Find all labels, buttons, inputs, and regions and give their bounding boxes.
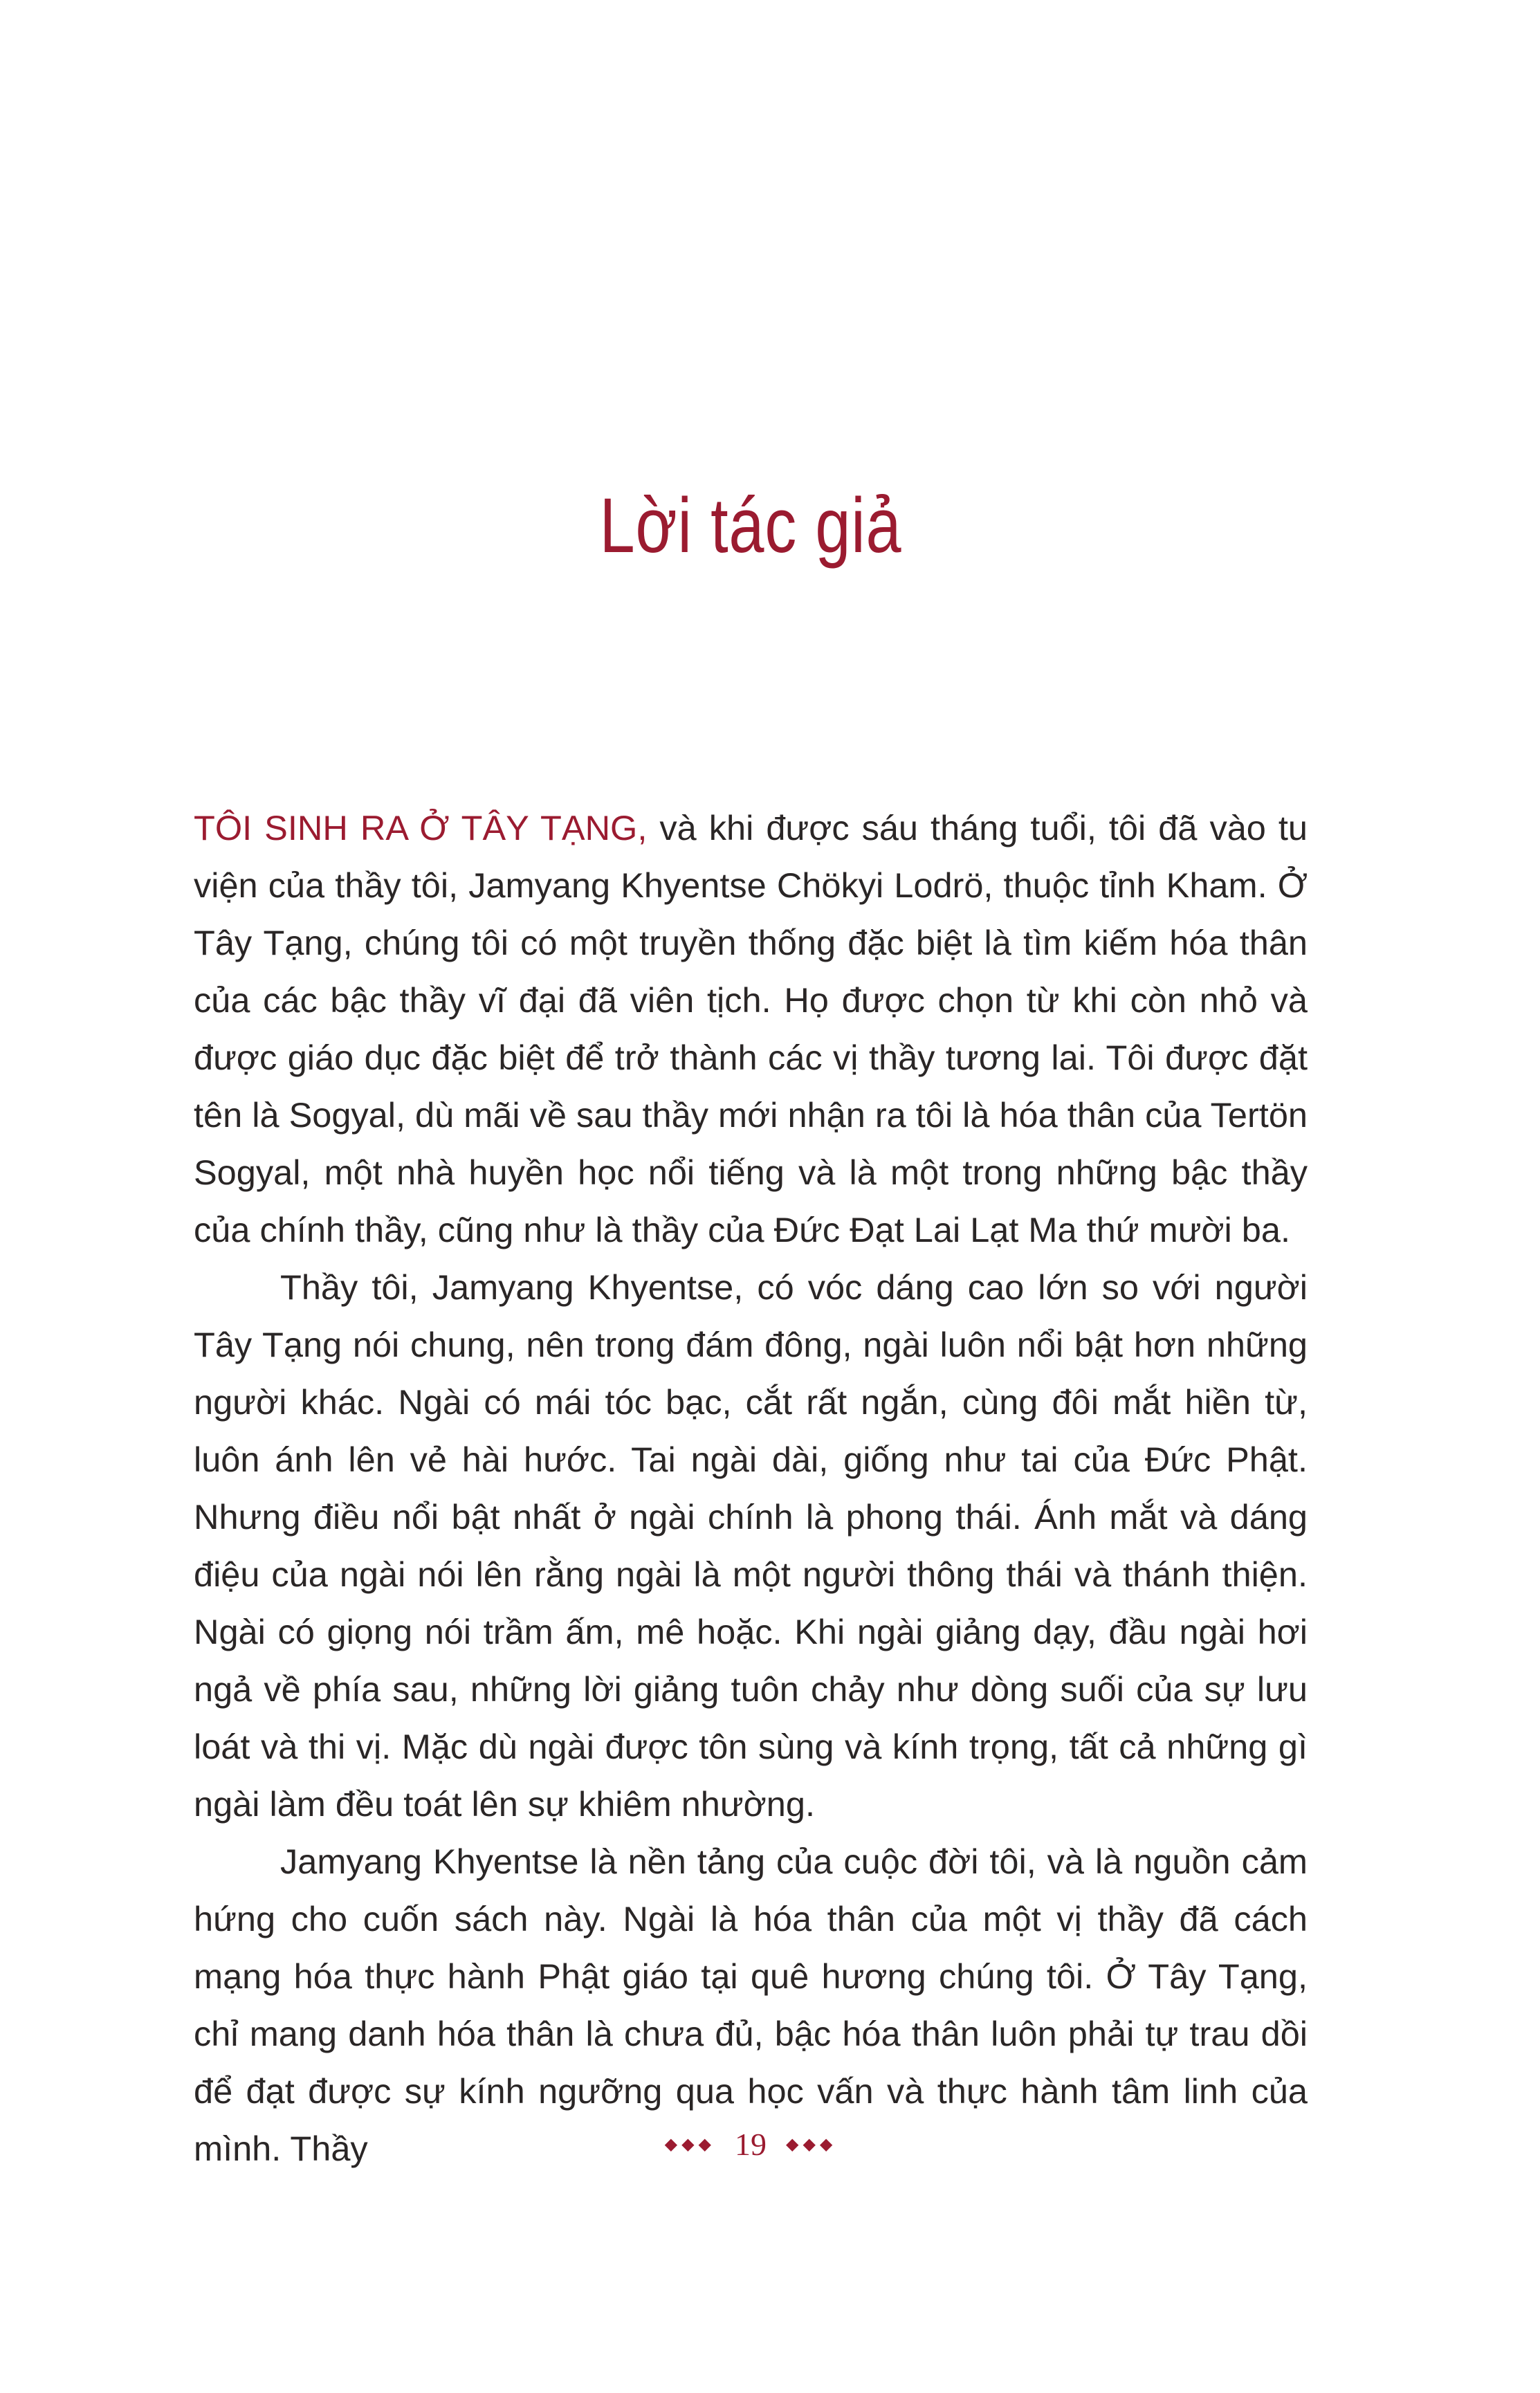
lead-caps: TÔI SINH RA Ở TÂY TẠNG, — [194, 808, 648, 847]
page-number: 19 — [735, 2127, 767, 2162]
paragraph-1 — [194, 799, 1308, 1258]
ornament-diamonds-right: ◆◆◆ — [786, 2136, 837, 2154]
paragraph-1-text: và khi được sáu tháng tuổi, tôi đã vào tu viện của thầy tôi, Jamyang Khyentse Chökyi Lodrö, thuộc tỉnh Kham. Ở Tây Tạng, chúng tôi có một truyền thống đặc biệt là tìm kiếm hóa thân của các bậc thầy vĩ đại đã viên tịch. Họ được chọn từ khi còn nhỏ và được giáo dục đặc biệt để trở thành các vị thầy tương lai. Tôi được đặt tên là Sogyal, dù mãi về sau thầy mới nhận ra tôi là hóa thân của Tertön Sogyal, một nhà huyền học nổi tiếng và là một trong những bậc thầy của chính thầy, cũng như là thầy của Đức Đạt Lai Lạt Ma thứ mười ba. — [194, 808, 1308, 1249]
paragraph-3: Jamyang Khyentse là nền tảng của cuộc đời tôi, và là nguồn cảm hứng cho cuốn sách này. Ngài là hóa thân của một vị thầy đã cách mạng hóa thực hành Phật giáo tại quê hương chúng tôi. Ở Tây Tạng, chỉ mang danh hóa thân là chưa đủ, bậc hóa thân luôn phải tự trau dồi để đạt được sự kính ngưỡng qua học vấn và thực hành tâm linh của mình. Thầy — [194, 1842, 1308, 2168]
body-text — [194, 799, 1308, 2177]
ornament-diamonds-left: ◆◆◆ — [664, 2136, 715, 2154]
paragraph-2: Thầy tôi, Jamyang Khyentse, có vóc dáng cao lớn so với người Tây Tạng nói chung, nên trong đám đông, ngài luôn nổi bật hơn những người khác. Ngài có mái tóc bạc, cắt rất ngắn, cùng đôi mắt hiền từ, luôn ánh lên vẻ hài hước. Tai ngài dài, giống như tai của Đức Phật. Nhưng điều nổi bật nhất ở ngài chính là phong thái. Ánh mắt và dáng điệu của ngài nói lên rằng ngài là một người thông thái và thánh thiện. Ngài có giọng nói trầm ấm, mê hoặc. Khi ngài giảng dạy, đầu ngài hơi ngả về phía sau, những lời giảng tuôn chảy như dòng suối của sự lưu loát và thi vị. Mặc dù ngài được tôn sùng và kính trọng, tất cả những gì ngài làm đều toát lên sự khiêm nhường. — [194, 1267, 1308, 1824]
chapter-title: Lời tác giả — [599, 482, 902, 569]
page-footer — [0, 2124, 1501, 2168]
